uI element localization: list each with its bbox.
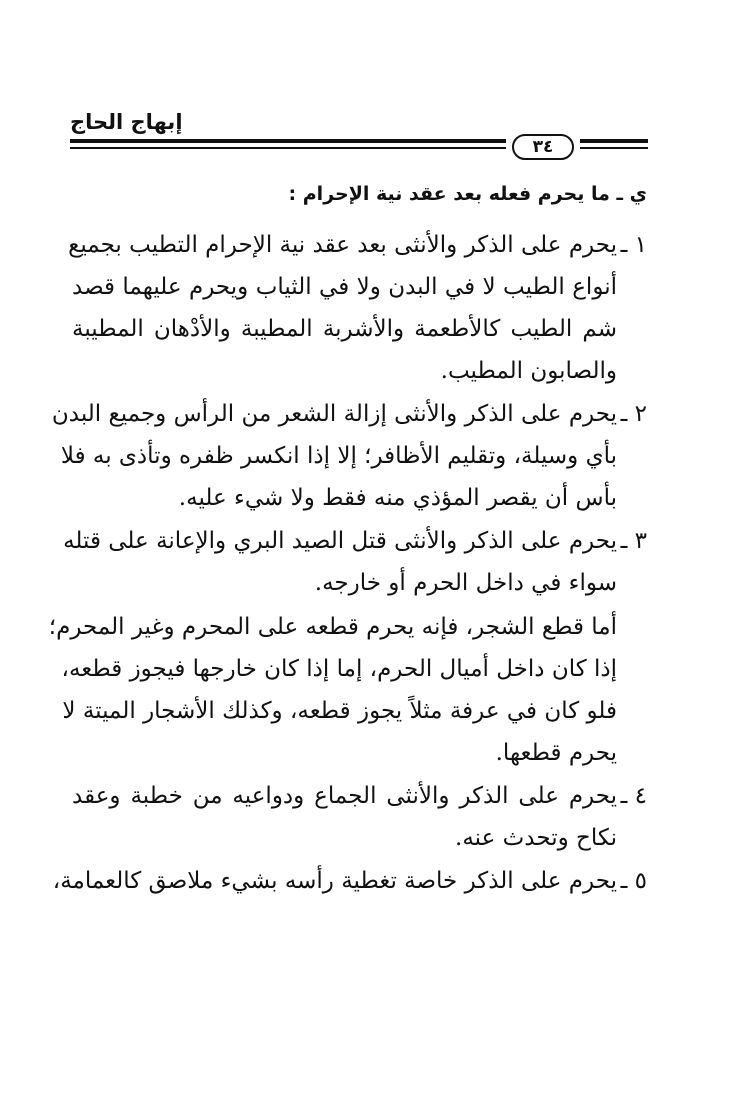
item-marker-3: ٣ ـ: [620, 528, 647, 554]
item-3-line-2: سواء في داخل الحرم أو خارجه.: [314, 570, 617, 596]
item-2-line-3: بأس أن يقصر المؤذي منه فقط ولا شيء عليه.: [178, 485, 617, 511]
item-marker-4: ٤ ـ: [620, 783, 647, 809]
item-1-line-2: أنواع الطيب لا في البدن ولا في الثياب ويحرم عليهما قصد: [72, 274, 617, 300]
paragraph-trees-line-3: فلو كان في عرفة مثلاً يجوز قطعه، وكذلك الأشجار الميتة لا: [62, 698, 617, 724]
header-rule-left-thin: [70, 147, 506, 149]
item-1-line-1: يحرم على الذكر والأنثى بعد عقد نية الإحرام التطيب بجميع: [68, 232, 617, 258]
item-3-line-1: يحرم على الذكر والأنثى قتل الصيد البري والإعانة على قتله: [63, 528, 617, 554]
item-2-line-2: بأي وسيلة، وتقليم الأظافر؛ إلا إذا انكسر ظفره وتأذى به فلا: [60, 443, 617, 469]
header-rule-left: [70, 139, 506, 143]
page-number: ٣٤: [512, 134, 574, 160]
item-1-line-3: شم الطيب كالأطعمة والأشربة المطيبة والأدْهان المطيبة: [72, 316, 617, 342]
paragraph-trees-line-2: إذا كان داخل أميال الحرم، إما إذا كان خارجها فيجوز قطعه،: [61, 656, 617, 682]
paragraph-trees-line-1: أما قطع الشجر، فإنه يحرم قطعه على المحرم وغير المحرم؛: [48, 614, 617, 640]
running-header-title: إبهاج الحاج: [70, 110, 183, 134]
item-4-line-1: يحرم على الذكر والأنثى الجماع ودواعيه من خطبة وعقد: [72, 783, 617, 809]
item-2-line-1: يحرم على الذكر والأنثى إزالة الشعر من الرأس وجميع البدن: [51, 401, 617, 427]
header-rule-right-thin: [580, 147, 648, 149]
item-4-line-2: نكاح وتحدث عنه.: [455, 825, 617, 851]
item-marker-1: ١ ـ: [620, 232, 647, 258]
item-5-line-1: يحرم على الذكر خاصة تغطية رأسه بشيء ملاصق كالعمامة،: [52, 868, 617, 894]
paragraph-trees-line-4: يحرم قطعها.: [495, 740, 617, 766]
header-rule-right: [580, 139, 648, 143]
item-1-line-4: والصابون المطيب.: [440, 358, 617, 384]
item-marker-5: ٥ ـ: [620, 868, 647, 894]
section-heading: ي ـ ما يحرم فعله بعد عقد نية الإحرام :: [288, 183, 647, 205]
item-marker-2: ٢ ـ: [620, 401, 647, 427]
